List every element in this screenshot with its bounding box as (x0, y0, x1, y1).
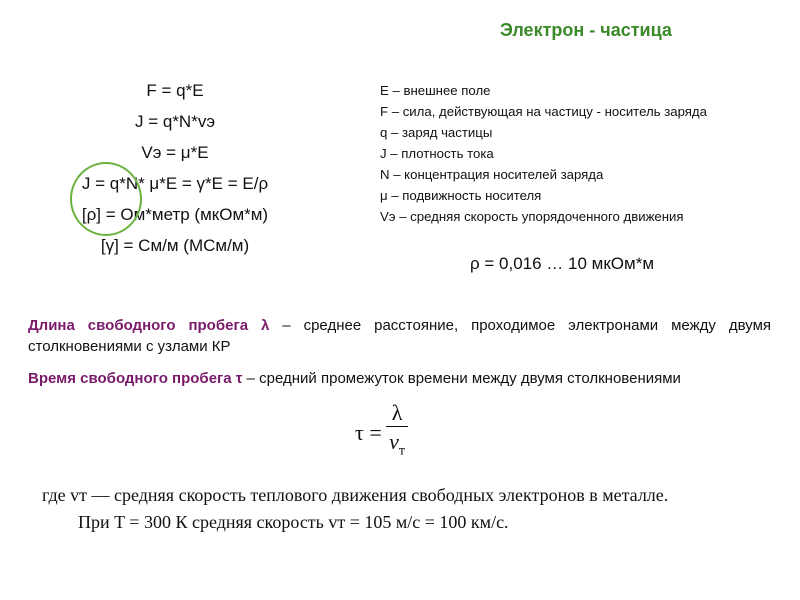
mean-free-time-paragraph (28, 368, 771, 389)
tau-denominator-var: v (389, 429, 399, 454)
definition-item: q – заряд частицы (380, 125, 493, 140)
mean-free-path-text: – среднее расстояние, проходимое электронами между двумя столкновениями с узлами КР (28, 317, 772, 355)
tau-denominator-sub: т (398, 443, 406, 459)
formula-block (40, 75, 310, 261)
formula-resistivity-unit: [ρ] = Ом*метр (мкОм*м) (81, 205, 269, 224)
definition-item: J – плотность тока (380, 146, 494, 161)
definition-item: μ – подвижность носителя (380, 188, 542, 203)
definitions-list (380, 80, 790, 227)
mean-free-time-text: – средний промежуток времени между двумя столкновениями (242, 370, 681, 387)
formula-ohms-law: J = q*N* μ*E = γ*E = E/ρ (81, 174, 269, 193)
definition-item: F – сила, действующая на частицу - носитель заряда (380, 104, 707, 119)
resistivity-range: ρ = 0,016 … 10 мкОм*м (470, 254, 655, 273)
highlight-ring (70, 162, 142, 236)
tau-formula (355, 400, 408, 466)
thermal-velocity-note: где vт — средняя скорость теплового движения свободных электронов в металле. (42, 485, 669, 505)
formula-force: F = q*E (146, 81, 204, 100)
slide-title: Электрон - частица (500, 20, 672, 40)
thermal-velocity-value: При T = 300 К средняя скорость vт = 105 м/с = 100 км/с. (78, 512, 509, 532)
definition-item: N – концентрация носителей заряда (380, 167, 604, 182)
tau-fraction (386, 400, 409, 466)
tau-lhs: τ = (355, 420, 382, 446)
mean-free-path-term: Длина свободного пробега λ (28, 317, 270, 334)
tau-numerator: λ (391, 400, 403, 425)
tau-denominator (389, 427, 405, 466)
formula-current-density: J = q*N*vэ (134, 112, 215, 131)
definition-item: Vэ – средняя скорость упорядоченного движения (380, 209, 684, 224)
mean-free-time-term: Время свободного пробега τ (28, 370, 243, 387)
formula-conductivity-unit: [γ] = См/м (МСм/м) (100, 236, 250, 255)
definition-item: E – внешнее поле (380, 83, 491, 98)
formula-drift-velocity: Vэ = μ*E (141, 143, 209, 162)
mean-free-path-paragraph (28, 315, 771, 357)
